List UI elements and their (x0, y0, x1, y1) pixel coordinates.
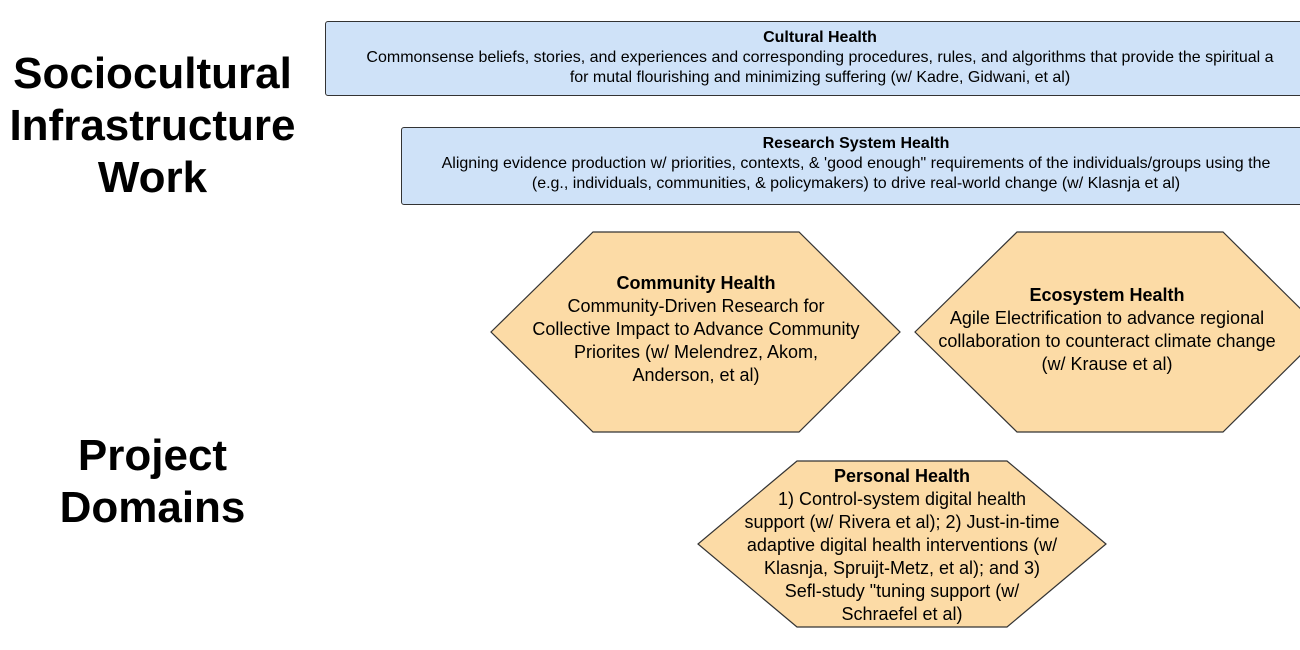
personal-health-desc-line: support (w/ Rivera et al); 2) Just-in-time (744, 512, 1060, 532)
cultural-health-box (325, 21, 1300, 96)
community-health-title: Community Health (616, 273, 776, 293)
cultural-health-desc-line: Commonsense beliefs, stories, and experiences and corresponding procedures, rules, and algorithms that provide the spiritual a (366, 49, 1274, 66)
community-health-desc-line: Collective Impact to Advance Community (532, 319, 860, 339)
personal-health-text (697, 465, 1107, 626)
ecosystem-health-desc-line: Agile Electrification to advance regional (949, 308, 1265, 328)
ecosystem-health-desc-line: (w/ Krause et al) (1041, 354, 1173, 374)
cultural-health-desc-line: for mutal flourishing and minimizing suffering (w/ Kadre, Gidwani, et al) (569, 69, 1071, 86)
personal-health-desc-line: Schraefel et al) (841, 604, 963, 624)
label-line: Project (77, 431, 228, 480)
ecosystem-health-hexagon (914, 231, 1300, 433)
personal-health-desc-line: Sefl-study "tuning support (w/ (784, 581, 1020, 601)
ecosystem-health-desc-line: collaboration to counteract climate change (938, 331, 1276, 351)
label-line: Infrastructure (9, 101, 296, 150)
community-health-desc-line: Community-Driven Research for (567, 296, 825, 316)
personal-health-desc-line: adaptive digital health interventions (w/ (746, 535, 1058, 555)
community-health-text (490, 272, 902, 387)
project-domains-label (0, 430, 305, 534)
research-system-health-box (401, 127, 1300, 205)
research-system-health-desc-line: (e.g., individuals, communities, & policymakers) to drive real-world change (w/ Klasnja et al) (531, 175, 1181, 192)
research-system-health-desc-line: Aligning evidence production w/ priorities, contexts, & 'good enough" requirements of the individuals/groups using the (441, 155, 1271, 172)
personal-health-desc-line: Klasnja, Spruijt-Metz, et al); and 3) (763, 558, 1041, 578)
label-line: Sociocultural (13, 49, 292, 98)
label-line: Domains (59, 483, 246, 532)
personal-health-title: Personal Health (833, 466, 971, 486)
label-line: Work (97, 153, 208, 202)
ecosystem-health-text (914, 284, 1300, 376)
community-health-hexagon (490, 231, 902, 433)
research-system-health-title: Research System Health (762, 135, 950, 152)
cultural-health-title: Cultural Health (763, 29, 877, 46)
personal-health-hexagon (697, 460, 1107, 628)
community-health-desc-line: Anderson, et al) (632, 365, 760, 385)
ecosystem-health-title: Ecosystem Health (1029, 285, 1185, 305)
community-health-desc-line: Priorites (w/ Melendrez, Akom, (573, 342, 819, 362)
sociocultural-infrastructure-label (0, 48, 305, 204)
personal-health-desc-line: 1) Control-system digital health (777, 489, 1027, 509)
